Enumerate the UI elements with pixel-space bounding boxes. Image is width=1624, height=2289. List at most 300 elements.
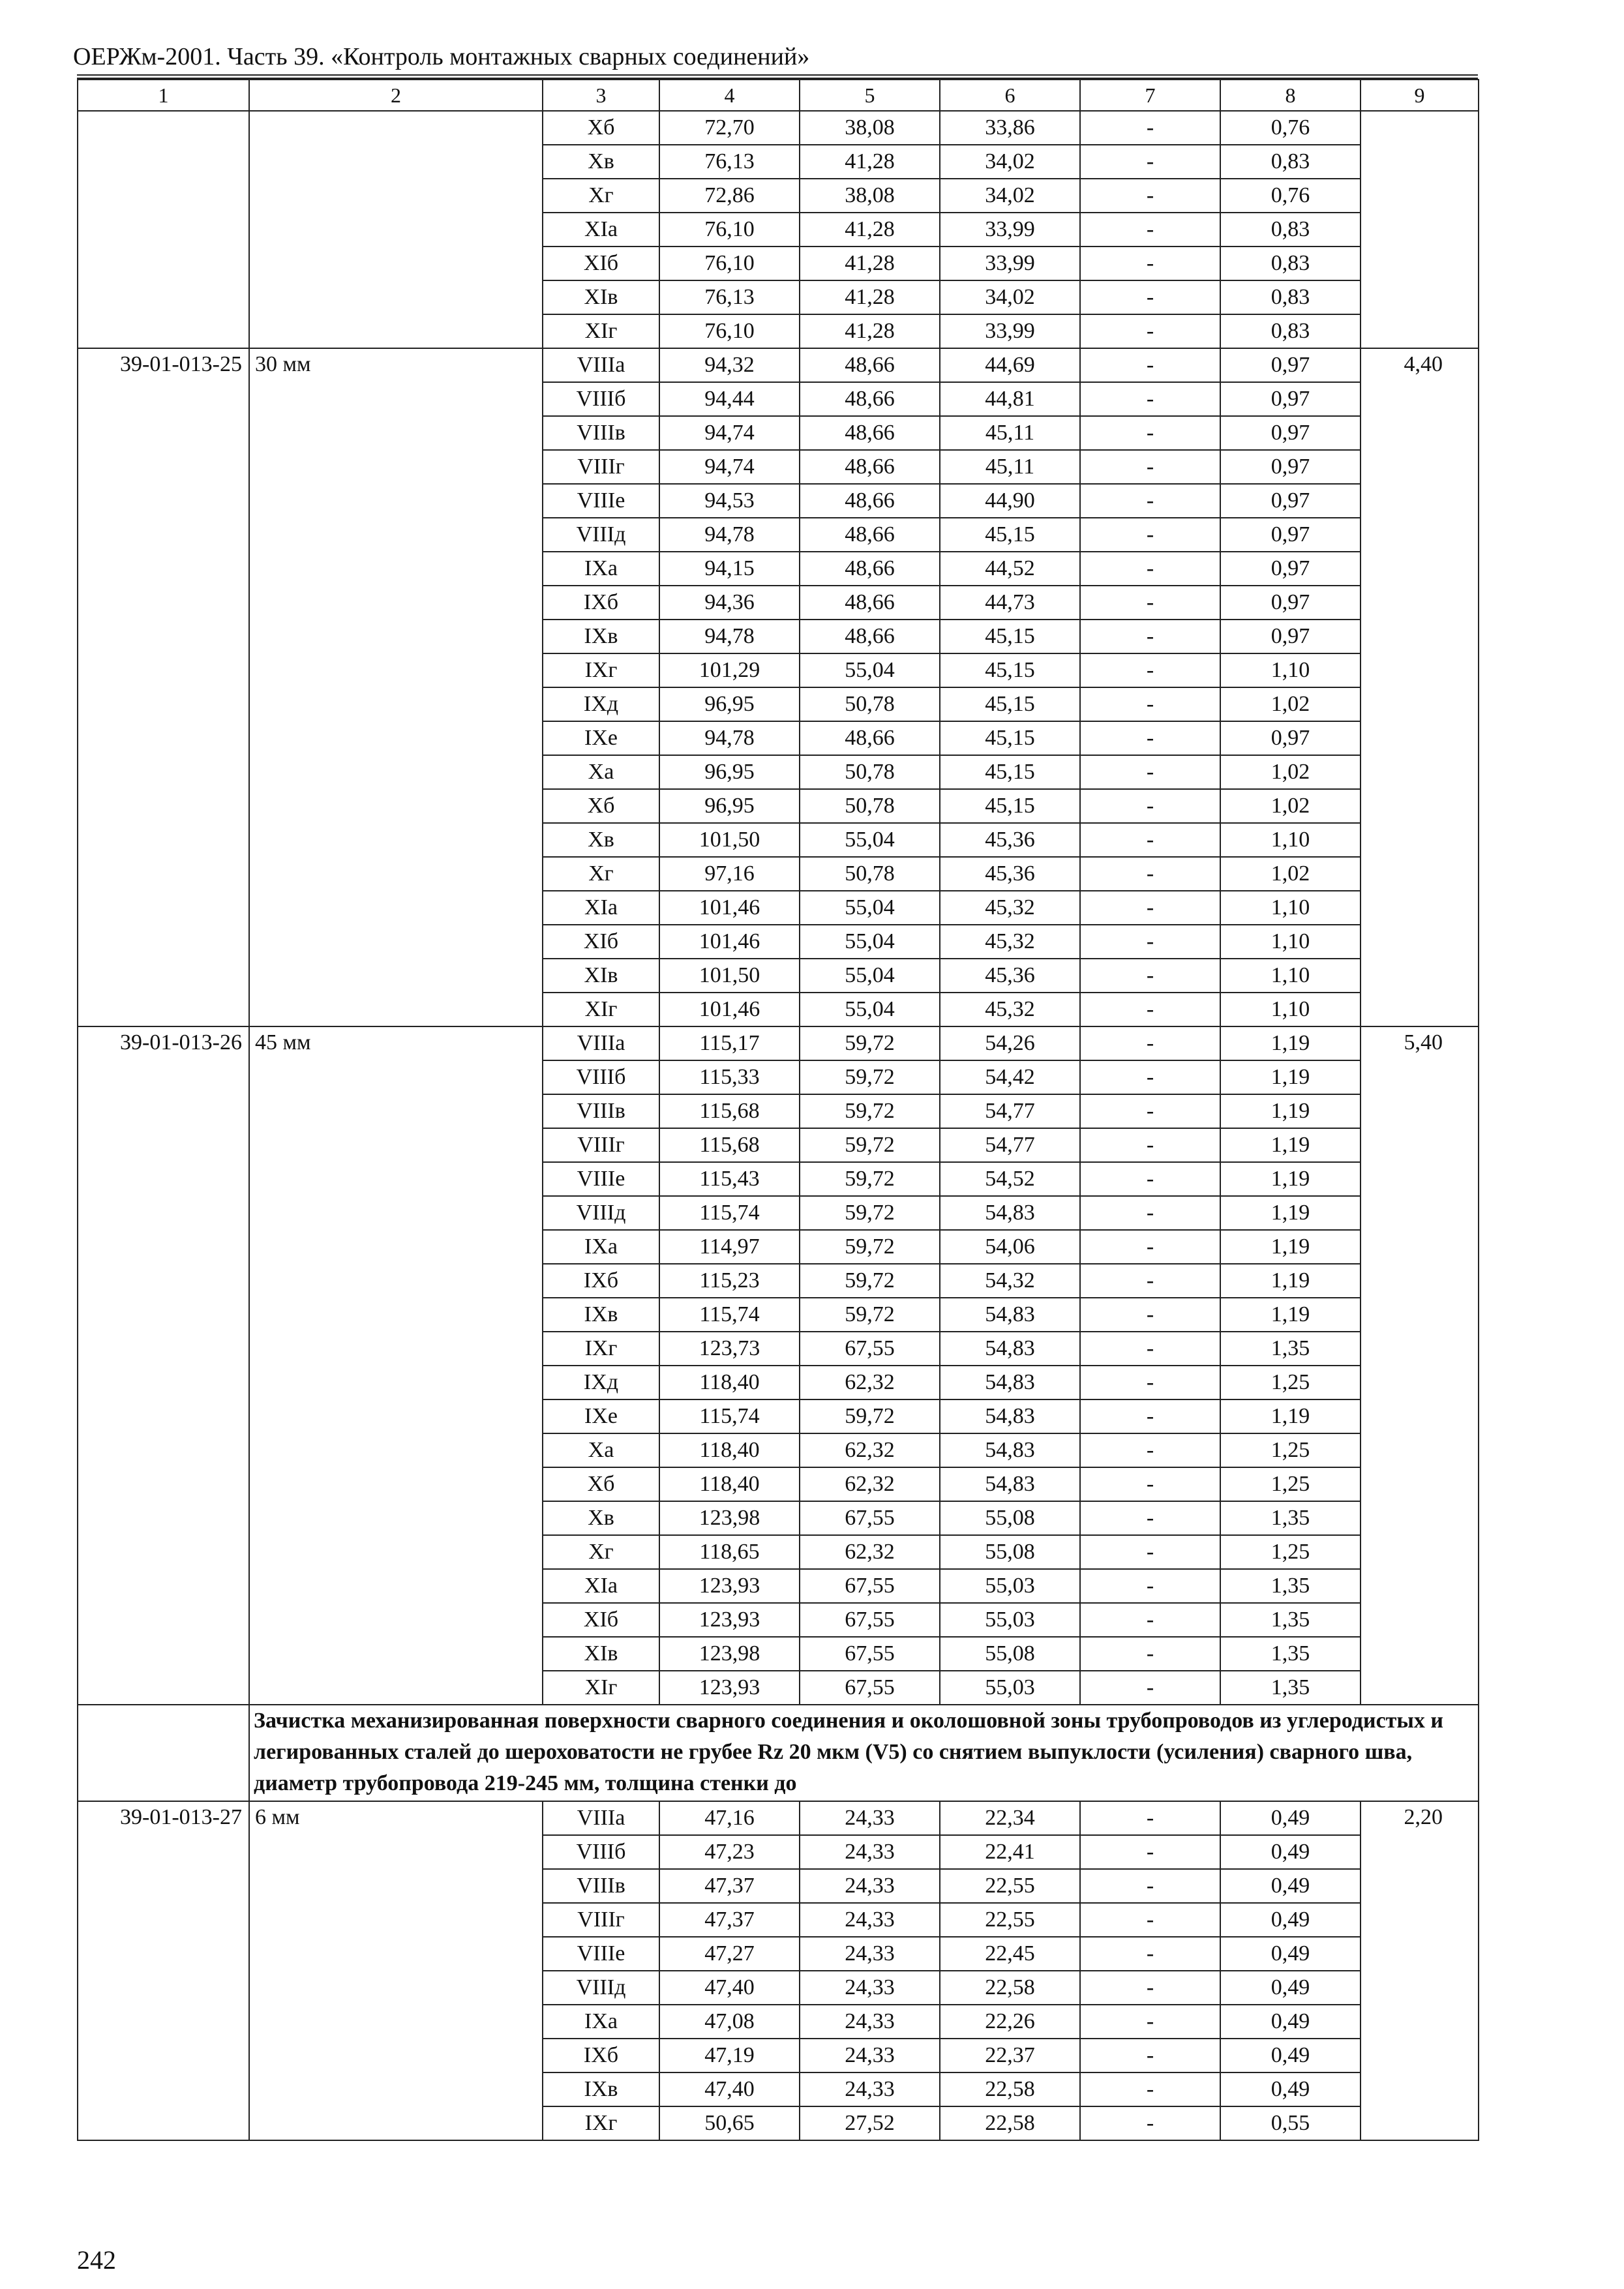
header-divider [77, 74, 1478, 76]
cell-col-7: - [1080, 1264, 1220, 1298]
cell-col-6: 55,08 [940, 1501, 1080, 1535]
cell-col-8: 1,19 [1220, 1094, 1361, 1128]
cell-col-5: 24,33 [800, 1869, 940, 1903]
cell-col-7: - [1080, 1903, 1220, 1937]
cell-col-8: 1,10 [1220, 959, 1361, 993]
cell-col-7: - [1080, 1162, 1220, 1196]
cell-col-6: 54,83 [940, 1467, 1080, 1501]
cell-col-3: IXд [543, 687, 659, 721]
cell-col-5: 41,28 [800, 247, 940, 280]
cell-col-8: 0,55 [1220, 2106, 1361, 2140]
column-number: 2 [249, 80, 543, 111]
cell-col-5: 48,66 [800, 484, 940, 518]
cell-col-8: 0,97 [1220, 552, 1361, 586]
cell-col-5: 50,78 [800, 857, 940, 891]
cell-col-5: 24,33 [800, 1903, 940, 1937]
cell-col-7: - [1080, 1196, 1220, 1230]
cell-col-5: 59,72 [800, 1230, 940, 1264]
cell-col-3: VIIIд [543, 1971, 659, 2005]
cell-col-3: XIг [543, 314, 659, 348]
cell-col-5: 24,33 [800, 2005, 940, 2039]
cell-col-7: - [1080, 1366, 1220, 1399]
cell-col-5: 48,66 [800, 620, 940, 653]
cell-col-7: - [1080, 111, 1220, 145]
cell-col-5: 55,04 [800, 925, 940, 959]
cell-col-4: 123,98 [659, 1501, 800, 1535]
cell-col-3: IXб [543, 586, 659, 620]
cell-col-5: 27,52 [800, 2106, 940, 2140]
cell-col-8: 0,49 [1220, 1801, 1361, 1835]
cell-col-4: 76,13 [659, 280, 800, 314]
cell-col-4: 115,68 [659, 1128, 800, 1162]
cell-col-3: VIIIг [543, 1128, 659, 1162]
cell-col-7: - [1080, 1671, 1220, 1705]
cell-col-6: 22,41 [940, 1835, 1080, 1869]
cell-col-3: VIIIв [543, 1094, 659, 1128]
cell-col-7: - [1080, 416, 1220, 450]
cell-col-8: 0,83 [1220, 247, 1361, 280]
item-code: 39-01-013-25 [78, 348, 249, 1026]
cell-col-3: VIIIв [543, 1869, 659, 1903]
column-number: 7 [1080, 80, 1220, 111]
cell-col-3: VIIIе [543, 1937, 659, 1971]
section-heading: Зачистка механизированная поверхности сварного соединения и околошовной зоны трубопроводов из углеродистых и легированных сталей до шероховатости не грубее Rz 20 мкм (V5) со снятием выпуклости (усиления) сварного шва, диаметр трубопровода 219-245 мм, толщина стенки до [249, 1705, 1479, 1801]
cell-col-7: - [1080, 382, 1220, 416]
cell-col-7: - [1080, 1801, 1220, 1835]
cell-col-6: 55,03 [940, 1671, 1080, 1705]
cell-col-7: - [1080, 857, 1220, 891]
cell-col-6: 44,69 [940, 348, 1080, 382]
cell-col-4: 94,36 [659, 586, 800, 620]
cell-col-8: 0,97 [1220, 620, 1361, 653]
cell-col-4: 115,74 [659, 1196, 800, 1230]
cell-col-3: VIIIв [543, 416, 659, 450]
cell-col-5: 59,72 [800, 1094, 940, 1128]
cell-col-6: 55,03 [940, 1603, 1080, 1637]
cell-col-6: 54,83 [940, 1196, 1080, 1230]
cell-col-5: 62,32 [800, 1433, 940, 1467]
item-rate: 4,40 [1361, 348, 1479, 1026]
cell-col-3: VIIIе [543, 484, 659, 518]
cell-col-4: 115,74 [659, 1298, 800, 1332]
cell-col-7: - [1080, 1501, 1220, 1535]
cell-col-5: 59,72 [800, 1399, 940, 1433]
table-row [78, 1801, 1479, 1835]
column-number: 5 [800, 80, 940, 111]
cell-col-7: - [1080, 2072, 1220, 2106]
cell-col-8: 1,35 [1220, 1569, 1361, 1603]
cell-col-6: 33,99 [940, 314, 1080, 348]
cell-col-8: 0,49 [1220, 1869, 1361, 1903]
cell-col-6: 44,73 [940, 586, 1080, 620]
cell-col-3: XIа [543, 891, 659, 925]
cell-col-3: Xв [543, 1501, 659, 1535]
cell-col-8: 0,49 [1220, 2039, 1361, 2072]
cell-col-5: 67,55 [800, 1569, 940, 1603]
cell-col-6: 45,36 [940, 959, 1080, 993]
cell-col-3: Xв [543, 823, 659, 857]
column-number: 3 [543, 80, 659, 111]
cell-col-5: 59,72 [800, 1026, 940, 1060]
cell-col-4: 123,98 [659, 1637, 800, 1671]
cell-col-7: - [1080, 653, 1220, 687]
cell-col-4: 94,74 [659, 416, 800, 450]
cell-col-6: 54,06 [940, 1230, 1080, 1264]
cell-col-5: 50,78 [800, 755, 940, 789]
cell-col-6: 22,37 [940, 2039, 1080, 2072]
cell-col-6: 55,03 [940, 1569, 1080, 1603]
cell-col-3: VIIIг [543, 1903, 659, 1937]
cell-col-6: 22,55 [940, 1869, 1080, 1903]
cell-col-7: - [1080, 1869, 1220, 1903]
cell-col-8: 1,10 [1220, 823, 1361, 857]
cell-col-4: 118,65 [659, 1535, 800, 1569]
cell-col-7: - [1080, 552, 1220, 586]
cell-col-8: 1,19 [1220, 1128, 1361, 1162]
cell-col-8: 1,19 [1220, 1060, 1361, 1094]
cell-col-3: VIIIе [543, 1162, 659, 1196]
column-number-row [78, 80, 1479, 111]
cell-col-6: 45,15 [940, 789, 1080, 823]
cell-col-4: 101,50 [659, 959, 800, 993]
page-number: 242 [77, 2245, 116, 2275]
cell-col-4: 76,10 [659, 213, 800, 247]
cell-col-6: 44,81 [940, 382, 1080, 416]
cell-col-5: 24,33 [800, 1971, 940, 2005]
cell-col-8: 1,35 [1220, 1603, 1361, 1637]
cell-col-3: VIIIб [543, 1060, 659, 1094]
cell-col-3: VIIIа [543, 1026, 659, 1060]
cell-col-3: Xг [543, 857, 659, 891]
cell-col-4: 114,97 [659, 1230, 800, 1264]
cell-col-3: VIIIд [543, 518, 659, 552]
cell-col-6: 45,32 [940, 993, 1080, 1026]
cell-col-7: - [1080, 586, 1220, 620]
cell-col-6: 45,11 [940, 450, 1080, 484]
table-row [78, 111, 1479, 145]
rates-table-body [78, 80, 1479, 2140]
cell-col-8: 1,02 [1220, 687, 1361, 721]
cell-col-5: 48,66 [800, 552, 940, 586]
cell-col-5: 48,66 [800, 721, 940, 755]
cell-col-7: - [1080, 687, 1220, 721]
cell-col-8: 0,76 [1220, 179, 1361, 213]
page-header-title: ОЕРЖм-2001. Часть 39. «Контроль монтажных сварных соединений» [73, 43, 810, 70]
cell-col-8: 1,02 [1220, 857, 1361, 891]
cell-col-5: 24,33 [800, 1835, 940, 1869]
cell-col-3: XIб [543, 925, 659, 959]
cell-col-4: 123,93 [659, 1603, 800, 1637]
cell-col-3: XIб [543, 1603, 659, 1637]
cell-col-5: 41,28 [800, 145, 940, 179]
rates-table [77, 79, 1479, 2141]
cell-col-4: 96,95 [659, 755, 800, 789]
cell-col-3: IXв [543, 620, 659, 653]
cell-col-3: XIа [543, 1569, 659, 1603]
cell-col-5: 55,04 [800, 653, 940, 687]
cell-col-5: 48,66 [800, 518, 940, 552]
cell-col-3: IXв [543, 1298, 659, 1332]
cell-col-8: 1,10 [1220, 993, 1361, 1026]
cell-col-3: IXб [543, 1264, 659, 1298]
cell-col-4: 47,16 [659, 1801, 800, 1835]
cell-col-3: Xб [543, 789, 659, 823]
cell-col-5: 55,04 [800, 959, 940, 993]
cell-col-6: 55,08 [940, 1637, 1080, 1671]
cell-col-6: 22,58 [940, 2072, 1080, 2106]
cell-col-7: - [1080, 247, 1220, 280]
item-name: 6 мм [249, 1801, 543, 2140]
cell-col-6: 54,83 [940, 1298, 1080, 1332]
cell-col-7: - [1080, 213, 1220, 247]
cell-col-4: 47,37 [659, 1869, 800, 1903]
cell-col-5: 67,55 [800, 1501, 940, 1535]
cell-col-8: 0,49 [1220, 2072, 1361, 2106]
cell-col-6: 55,08 [940, 1535, 1080, 1569]
cell-col-8: 0,49 [1220, 1971, 1361, 2005]
cell-col-6: 54,52 [940, 1162, 1080, 1196]
cell-col-4: 94,44 [659, 382, 800, 416]
cell-col-4: 47,40 [659, 2072, 800, 2106]
item-rate: 2,20 [1361, 1801, 1479, 2140]
cell-col-8: 1,19 [1220, 1162, 1361, 1196]
cell-col-3: VIIIг [543, 450, 659, 484]
cell-col-6: 44,90 [940, 484, 1080, 518]
item-name: 30 мм [249, 348, 543, 1026]
cell-col-7: - [1080, 789, 1220, 823]
cell-col-6: 45,15 [940, 518, 1080, 552]
cell-col-6: 34,02 [940, 179, 1080, 213]
cell-col-3: XIб [543, 247, 659, 280]
cell-col-8: 1,25 [1220, 1535, 1361, 1569]
cell-col-8: 1,35 [1220, 1671, 1361, 1705]
cell-col-6: 22,58 [940, 2106, 1080, 2140]
cell-col-4: 94,78 [659, 518, 800, 552]
cell-col-3: VIIIб [543, 382, 659, 416]
cell-col-7: - [1080, 518, 1220, 552]
cell-col-7: - [1080, 484, 1220, 518]
cell-col-8: 1,19 [1220, 1298, 1361, 1332]
cell-col-4: 115,68 [659, 1094, 800, 1128]
cell-col-4: 72,86 [659, 179, 800, 213]
cell-col-5: 67,55 [800, 1332, 940, 1366]
cell-col-7: - [1080, 1569, 1220, 1603]
cell-col-7: - [1080, 1332, 1220, 1366]
cell-col-7: - [1080, 2039, 1220, 2072]
cell-col-6: 54,32 [940, 1264, 1080, 1298]
cell-col-8: 0,83 [1220, 314, 1361, 348]
cell-col-5: 55,04 [800, 891, 940, 925]
cell-col-4: 50,65 [659, 2106, 800, 2140]
cell-col-5: 48,66 [800, 348, 940, 382]
cell-col-6: 22,58 [940, 1971, 1080, 2005]
cell-col-8: 0,97 [1220, 348, 1361, 382]
cell-col-5: 48,66 [800, 586, 940, 620]
cell-col-4: 94,78 [659, 721, 800, 755]
cell-col-5: 24,33 [800, 1801, 940, 1835]
cell-col-3: IXа [543, 1230, 659, 1264]
cell-col-3: XIг [543, 993, 659, 1026]
section-heading-row [78, 1705, 1479, 1801]
cell-col-8: 1,25 [1220, 1366, 1361, 1399]
column-number: 6 [940, 80, 1080, 111]
cell-col-8: 1,19 [1220, 1196, 1361, 1230]
cell-col-7: - [1080, 891, 1220, 925]
cell-col-8: 1,02 [1220, 755, 1361, 789]
cell-col-3: Xб [543, 111, 659, 145]
cell-col-4: 96,95 [659, 789, 800, 823]
cell-col-8: 0,83 [1220, 145, 1361, 179]
table-row [78, 1026, 1479, 1060]
cell-col-7: - [1080, 314, 1220, 348]
cell-col-7: - [1080, 1835, 1220, 1869]
column-number: 4 [659, 80, 800, 111]
cell-col-6: 45,36 [940, 823, 1080, 857]
cell-col-7: - [1080, 721, 1220, 755]
cell-col-6: 34,02 [940, 280, 1080, 314]
cell-col-3: IXа [543, 2005, 659, 2039]
cell-col-5: 50,78 [800, 687, 940, 721]
cell-col-6: 54,26 [940, 1026, 1080, 1060]
cell-col-8: 1,19 [1220, 1264, 1361, 1298]
cell-col-7: - [1080, 145, 1220, 179]
cell-col-8: 1,35 [1220, 1332, 1361, 1366]
cell-col-7: - [1080, 1094, 1220, 1128]
cell-col-6: 54,83 [940, 1433, 1080, 1467]
cell-col-5: 41,28 [800, 213, 940, 247]
cell-col-3: Xа [543, 755, 659, 789]
cell-col-7: - [1080, 280, 1220, 314]
cell-col-4: 115,43 [659, 1162, 800, 1196]
cell-col-8: 0,76 [1220, 111, 1361, 145]
cell-col-4: 101,29 [659, 653, 800, 687]
cell-col-3: XIа [543, 213, 659, 247]
cell-col-4: 47,08 [659, 2005, 800, 2039]
cell-col-3: Xг [543, 1535, 659, 1569]
cell-col-7: - [1080, 1060, 1220, 1094]
cell-col-8: 0,49 [1220, 1903, 1361, 1937]
cell-col-5: 48,66 [800, 450, 940, 484]
cell-col-5: 59,72 [800, 1264, 940, 1298]
cell-col-4: 94,74 [659, 450, 800, 484]
cell-col-4: 101,46 [659, 993, 800, 1026]
cell-col-3: IXв [543, 2072, 659, 2106]
cell-col-6: 44,52 [940, 552, 1080, 586]
cell-col-5: 59,72 [800, 1128, 940, 1162]
cell-col-3: XIг [543, 1671, 659, 1705]
cell-col-5: 24,33 [800, 1937, 940, 1971]
item-name [249, 111, 543, 348]
item-code: 39-01-013-27 [78, 1801, 249, 2140]
cell-col-4: 115,33 [659, 1060, 800, 1094]
cell-col-5: 38,08 [800, 111, 940, 145]
cell-col-3: IXа [543, 552, 659, 586]
cell-col-6: 22,45 [940, 1937, 1080, 1971]
cell-col-7: - [1080, 450, 1220, 484]
cell-col-8: 0,97 [1220, 416, 1361, 450]
cell-col-4: 123,93 [659, 1671, 800, 1705]
cell-col-3: Xа [543, 1433, 659, 1467]
item-rate: 5,40 [1361, 1026, 1479, 1705]
cell-col-7: - [1080, 179, 1220, 213]
cell-col-4: 115,17 [659, 1026, 800, 1060]
cell-col-4: 123,93 [659, 1569, 800, 1603]
cell-col-6: 33,86 [940, 111, 1080, 145]
cell-col-7: - [1080, 755, 1220, 789]
cell-col-5: 55,04 [800, 823, 940, 857]
cell-col-6: 45,15 [940, 620, 1080, 653]
cell-col-5: 59,72 [800, 1298, 940, 1332]
cell-col-8: 1,19 [1220, 1399, 1361, 1433]
cell-col-7: - [1080, 925, 1220, 959]
item-rate [1361, 111, 1479, 348]
cell-col-7: - [1080, 959, 1220, 993]
cell-col-6: 22,26 [940, 2005, 1080, 2039]
cell-col-4: 47,19 [659, 2039, 800, 2072]
cell-col-3: VIIIа [543, 348, 659, 382]
cell-col-4: 123,73 [659, 1332, 800, 1366]
cell-col-5: 38,08 [800, 179, 940, 213]
cell-col-4: 76,10 [659, 247, 800, 280]
cell-col-7: - [1080, 1971, 1220, 2005]
cell-col-6: 54,77 [940, 1128, 1080, 1162]
cell-col-6: 45,32 [940, 891, 1080, 925]
cell-col-6: 54,83 [940, 1332, 1080, 1366]
cell-col-7: - [1080, 1603, 1220, 1637]
cell-col-7: - [1080, 2005, 1220, 2039]
cell-col-5: 55,04 [800, 993, 940, 1026]
cell-col-4: 118,40 [659, 1467, 800, 1501]
cell-col-3: Xг [543, 179, 659, 213]
cell-col-4: 101,46 [659, 925, 800, 959]
cell-col-6: 54,83 [940, 1399, 1080, 1433]
cell-col-3: VIIIа [543, 1801, 659, 1835]
cell-col-4: 96,95 [659, 687, 800, 721]
cell-col-5: 59,72 [800, 1162, 940, 1196]
cell-col-7: - [1080, 1230, 1220, 1264]
cell-col-4: 118,40 [659, 1366, 800, 1399]
cell-col-7: - [1080, 1535, 1220, 1569]
cell-col-4: 97,16 [659, 857, 800, 891]
cell-col-5: 50,78 [800, 789, 940, 823]
cell-col-6: 45,15 [940, 687, 1080, 721]
cell-col-7: - [1080, 1637, 1220, 1671]
cell-col-5: 48,66 [800, 416, 940, 450]
cell-col-4: 94,78 [659, 620, 800, 653]
cell-col-7: - [1080, 1298, 1220, 1332]
cell-col-4: 101,50 [659, 823, 800, 857]
cell-col-8: 1,10 [1220, 653, 1361, 687]
cell-col-3: XIв [543, 959, 659, 993]
cell-col-5: 62,32 [800, 1535, 940, 1569]
cell-col-7: - [1080, 1937, 1220, 1971]
cell-col-8: 0,49 [1220, 1937, 1361, 1971]
cell-col-8: 0,97 [1220, 450, 1361, 484]
cell-col-7: - [1080, 620, 1220, 653]
column-number: 1 [78, 80, 249, 111]
cell-col-4: 72,70 [659, 111, 800, 145]
cell-col-3: IXд [543, 1366, 659, 1399]
cell-col-7: - [1080, 1433, 1220, 1467]
cell-col-8: 0,97 [1220, 382, 1361, 416]
cell-col-5: 62,32 [800, 1366, 940, 1399]
cell-col-4: 118,40 [659, 1433, 800, 1467]
cell-col-8: 0,97 [1220, 721, 1361, 755]
item-name: 45 мм [249, 1026, 543, 1705]
cell-col-5: 67,55 [800, 1637, 940, 1671]
cell-col-3: IXе [543, 721, 659, 755]
cell-col-3: VIIIб [543, 1835, 659, 1869]
